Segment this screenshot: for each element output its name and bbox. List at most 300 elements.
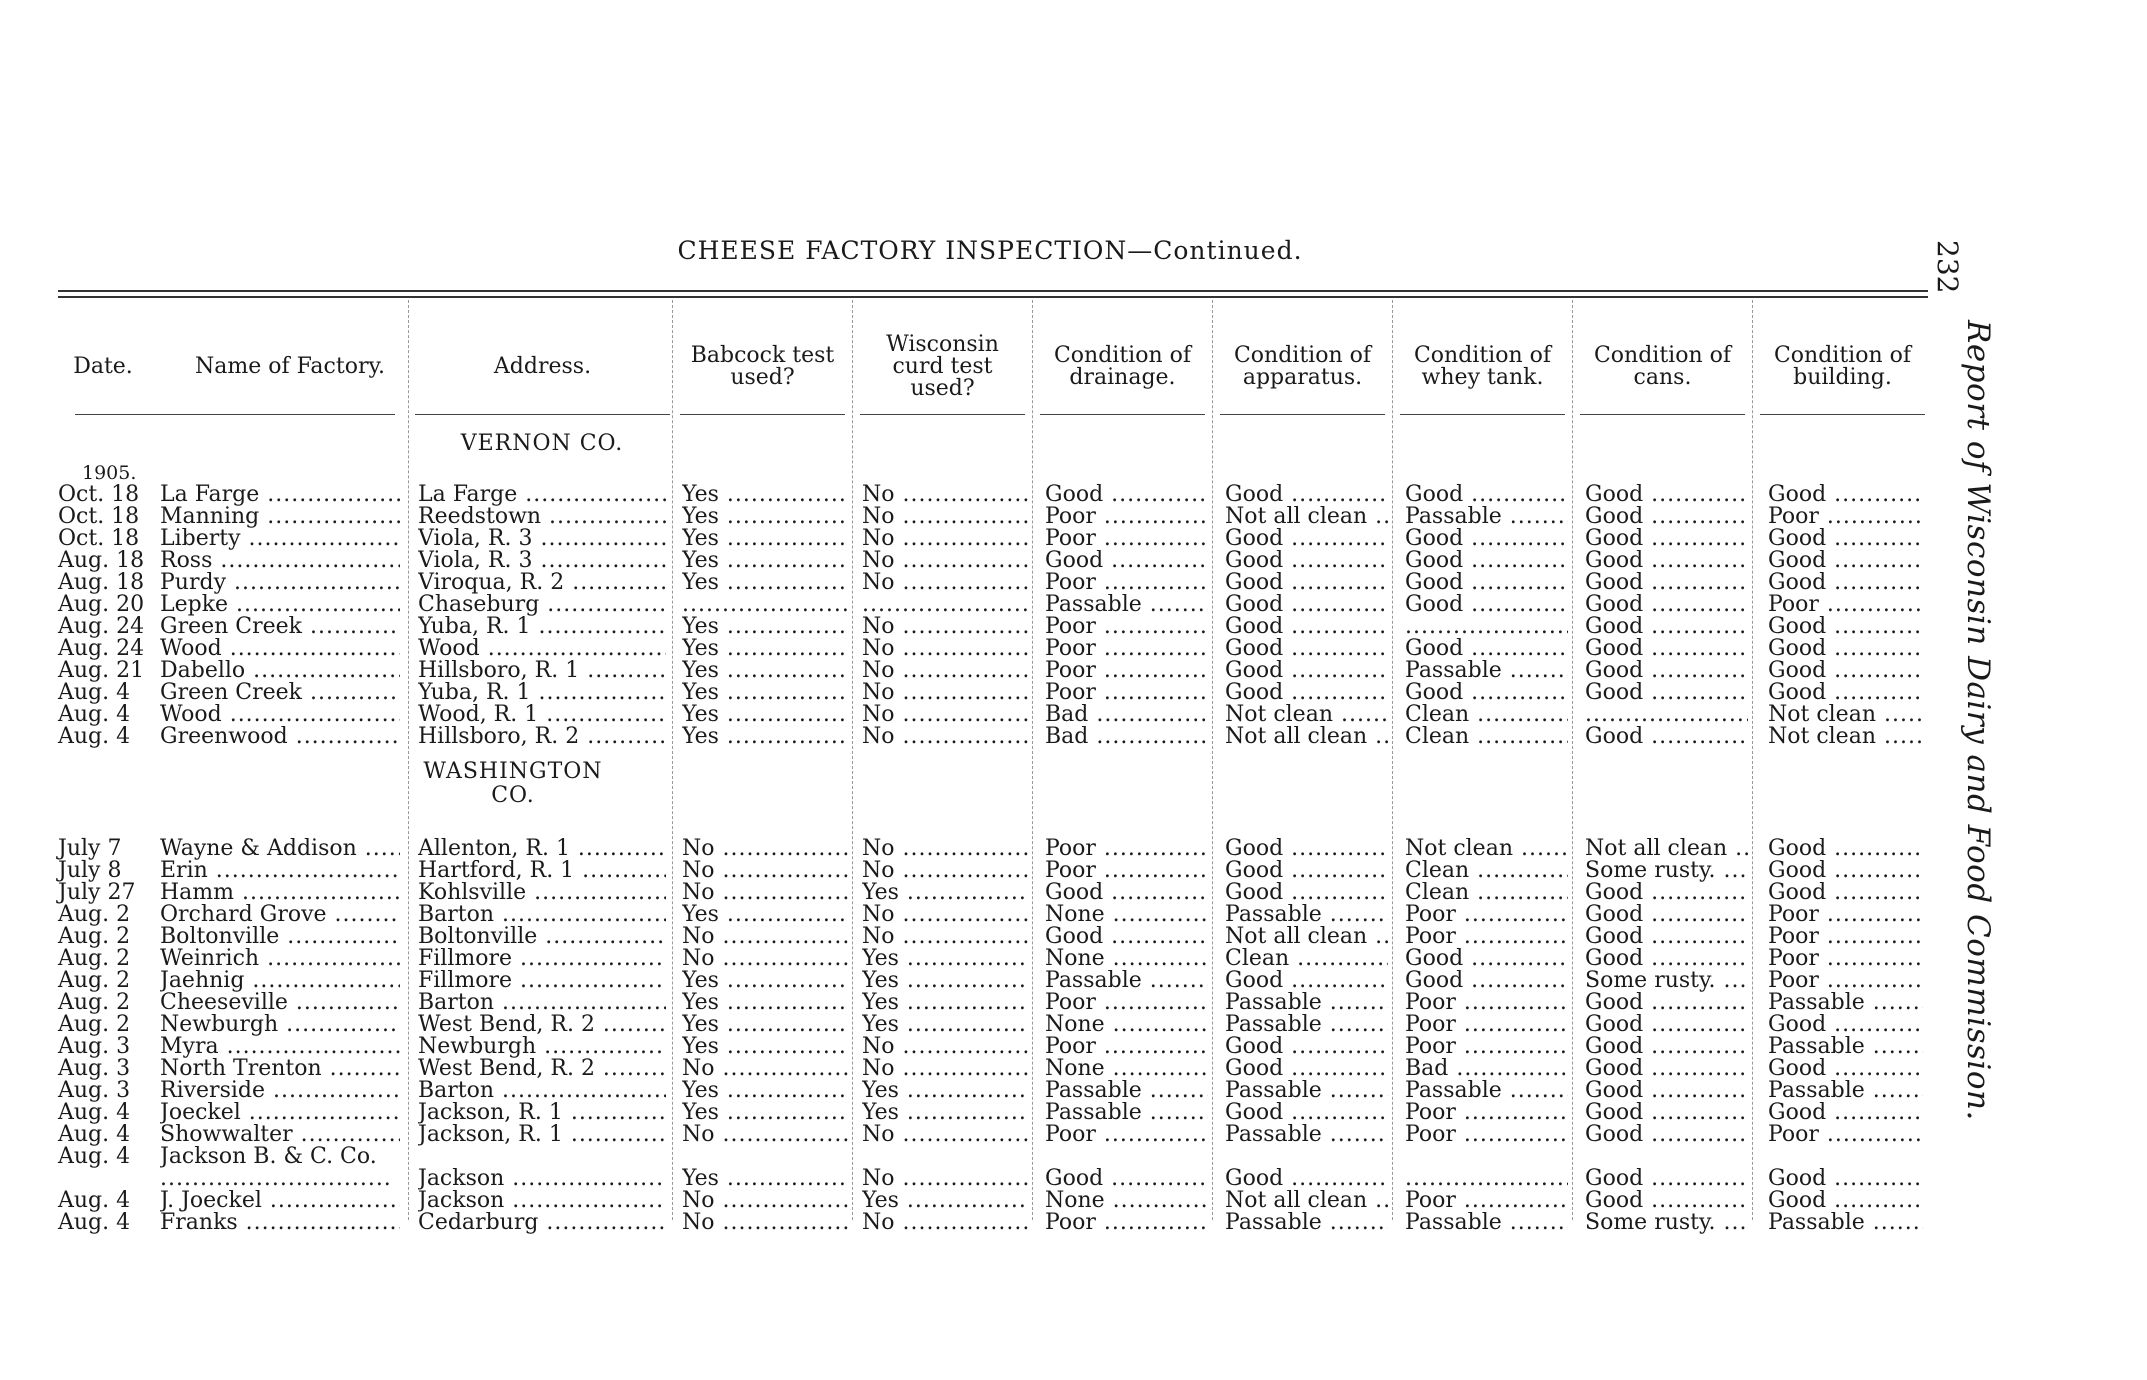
cans-cell: Good ..... [1585, 926, 1748, 948]
address-cell: West Bend, R. 2 ..... [418, 1058, 666, 1080]
whey-cell: Good ..... [1405, 528, 1568, 550]
apparatus-cell: Passable ..... [1225, 1212, 1388, 1234]
whey-cell: Good ..... [1405, 594, 1568, 616]
cans-cell: Good ..... [1585, 616, 1748, 638]
building-cell: Poor ..... [1768, 1124, 1923, 1146]
building-cell: Poor ..... [1768, 970, 1923, 992]
wisconsin-cell: No ..... [862, 860, 1028, 882]
babcock-cell: Yes ..... [682, 616, 848, 638]
babcock-cell: Yes ..... [682, 992, 848, 1014]
factory-name-cell: La Farge ..... [160, 484, 400, 506]
address-cell: Kohlsville ..... [418, 882, 666, 904]
building-cell: Good ..... [1768, 528, 1923, 550]
whey-cell: Good ..... [1405, 550, 1568, 572]
whey-cell: Good ..... [1405, 682, 1568, 704]
col-header-name: Name of Factory. [195, 354, 385, 379]
cans-cell: Good ..... [1585, 1102, 1748, 1124]
address-cell: Boltonville ..... [418, 926, 666, 948]
drainage-cell: Poor ..... [1045, 1124, 1208, 1146]
date-cell: Aug. 4 [58, 1100, 131, 1125]
building-cell: Good ..... [1768, 882, 1923, 904]
cans-cell: Some rusty. ..... [1585, 860, 1748, 882]
factory-name-cell: Dabello ..... [160, 660, 400, 682]
address-cell: Jackson ..... [418, 1168, 666, 1190]
factory-name-cell: Cheeseville ..... [160, 992, 400, 1014]
babcock-cell: Yes ..... [682, 970, 848, 992]
cans-cell: Good ..... [1585, 726, 1748, 748]
address-cell: Chaseburg ..... [418, 594, 666, 616]
whey-cell: Good ..... [1405, 638, 1568, 660]
column-divider [1392, 300, 1393, 1220]
date-cell: Aug. 4 [58, 702, 131, 727]
drainage-cell: None ..... [1045, 1190, 1208, 1212]
cans-cell: Good ..... [1585, 594, 1748, 616]
cans-cell: Good ..... [1585, 1168, 1748, 1190]
apparatus-cell: Good ..... [1225, 882, 1388, 904]
header-underline [1040, 414, 1205, 415]
wisconsin-cell: No ..... [862, 726, 1028, 748]
factory-name-cell: Joeckel ..... [160, 1102, 400, 1124]
date-cell: Aug. 24 [58, 614, 145, 639]
wisconsin-cell: No ..... [862, 638, 1028, 660]
building-cell: Good ..... [1768, 1190, 1923, 1212]
whey-cell: Clean ..... [1405, 704, 1568, 726]
whey-cell: Poor ..... [1405, 1036, 1568, 1058]
header-underline [75, 414, 395, 415]
factory-name-cell: Weinrich ..... [160, 948, 400, 970]
whey-cell [1405, 616, 1568, 638]
apparatus-cell: Good ..... [1225, 1058, 1388, 1080]
address-cell: Jackson, R. 1 ..... [418, 1102, 666, 1124]
cans-cell: Good ..... [1585, 992, 1748, 1014]
county-heading: VERNON CO. [460, 431, 624, 456]
drainage-cell: Good ..... [1045, 484, 1208, 506]
wisconsin-cell: No ..... [862, 704, 1028, 726]
drainage-cell: Poor ..... [1045, 660, 1208, 682]
building-cell: Poor ..... [1768, 904, 1923, 926]
cans-cell: Good ..... [1585, 682, 1748, 704]
factory-name-cell: Lepke ..... [160, 594, 400, 616]
factory-name-cell: Jaehnig ..... [160, 970, 400, 992]
address-cell: Fillmore ..... [418, 970, 666, 992]
drainage-cell: None ..... [1045, 1014, 1208, 1036]
wisconsin-cell: No ..... [862, 572, 1028, 594]
col-header-whey: Condition of whey tank. [1413, 343, 1552, 390]
building-cell: Good ..... [1768, 638, 1923, 660]
drainage-cell: Good ..... [1045, 550, 1208, 572]
whey-cell: Not clean ..... [1405, 838, 1568, 860]
apparatus-cell: Good ..... [1225, 1102, 1388, 1124]
building-cell: Poor ..... [1768, 594, 1923, 616]
factory-name-cell: Jackson B. & C. Co. ..... [160, 1146, 390, 1190]
page-number: 232 [1931, 240, 1964, 294]
address-cell: Jackson ..... [418, 1190, 666, 1212]
wisconsin-cell [862, 594, 1028, 616]
apparatus-cell: Good ..... [1225, 572, 1388, 594]
wisconsin-cell: No ..... [862, 660, 1028, 682]
date-cell: Aug. 18 [58, 570, 145, 595]
factory-name-cell: Liberty ..... [160, 528, 400, 550]
babcock-cell: No ..... [682, 860, 848, 882]
address-cell: La Farge ..... [418, 484, 666, 506]
factory-name-cell: Erin ..... [160, 860, 400, 882]
wisconsin-cell: No ..... [862, 616, 1028, 638]
wisconsin-cell: No ..... [862, 506, 1028, 528]
column-divider [1032, 300, 1033, 1220]
whey-cell: Good ..... [1405, 572, 1568, 594]
apparatus-cell: Good ..... [1225, 1036, 1388, 1058]
building-cell: Good ..... [1768, 660, 1923, 682]
column-divider [852, 300, 853, 1220]
factory-name-cell: Greenwood ..... [160, 726, 400, 748]
babcock-cell: No ..... [682, 1058, 848, 1080]
date-cell: Aug. 3 [58, 1078, 131, 1103]
drainage-cell: Poor ..... [1045, 506, 1208, 528]
whey-cell: Poor ..... [1405, 904, 1568, 926]
page-title: CHEESE FACTORY INSPECTION—Continued. [677, 236, 1303, 265]
cans-cell: Some rusty. ..... [1585, 970, 1748, 992]
apparatus-cell: Not all clean ..... [1225, 726, 1388, 748]
building-cell: Good ..... [1768, 682, 1923, 704]
drainage-cell: Poor ..... [1045, 638, 1208, 660]
babcock-cell: Yes ..... [682, 506, 848, 528]
cans-cell: Some rusty. ..... [1585, 1212, 1748, 1234]
address-cell: Yuba, R. 1 ..... [418, 682, 666, 704]
date-cell: Aug. 2 [58, 968, 131, 993]
babcock-cell: Yes ..... [682, 660, 848, 682]
babcock-cell: No ..... [682, 1212, 848, 1234]
drainage-cell: Poor ..... [1045, 682, 1208, 704]
building-cell: Poor ..... [1768, 948, 1923, 970]
apparatus-cell: Good ..... [1225, 550, 1388, 572]
factory-name-cell: Wayne & Addison ..... [160, 838, 400, 860]
address-cell: Barton ..... [418, 992, 666, 1014]
header-underline [1580, 414, 1745, 415]
cans-cell: Good ..... [1585, 1036, 1748, 1058]
drainage-cell: Good ..... [1045, 1168, 1208, 1190]
wisconsin-cell: No ..... [862, 1058, 1028, 1080]
whey-cell [1405, 1168, 1568, 1190]
address-cell: Wood ..... [418, 638, 666, 660]
wisconsin-cell: No ..... [862, 904, 1028, 926]
wisconsin-cell: No ..... [862, 550, 1028, 572]
building-cell: Poor ..... [1768, 926, 1923, 948]
babcock-cell: No ..... [682, 926, 848, 948]
whey-cell: Clean ..... [1405, 860, 1568, 882]
col-header-building: Condition of building. [1773, 343, 1912, 390]
babcock-cell [682, 594, 848, 616]
address-cell: Cedarburg ..... [418, 1212, 666, 1234]
apparatus-cell: Good ..... [1225, 860, 1388, 882]
date-cell: Aug. 18 [58, 548, 145, 573]
date-cell: Aug. 21 [58, 658, 145, 683]
babcock-cell: Yes ..... [682, 1036, 848, 1058]
date-cell: Oct. 18 [58, 504, 140, 529]
header-underline [1760, 414, 1925, 415]
date-cell: Aug. 3 [58, 1034, 131, 1059]
wisconsin-cell: No ..... [862, 484, 1028, 506]
factory-name-cell: Ross ..... [160, 550, 400, 572]
drainage-cell: Poor ..... [1045, 860, 1208, 882]
building-cell: Good ..... [1768, 572, 1923, 594]
apparatus-cell: Passable ..... [1225, 1124, 1388, 1146]
header-underline [1220, 414, 1385, 415]
address-cell: Hillsboro, R. 1 ..... [418, 660, 666, 682]
date-cell: Aug. 2 [58, 1012, 131, 1037]
date-cell: Aug. 4 [58, 724, 131, 749]
apparatus-cell: Good ..... [1225, 970, 1388, 992]
drainage-cell: Passable ..... [1045, 1080, 1208, 1102]
col-header-babcock: Babcock test used? [690, 343, 835, 390]
drainage-cell: Poor ..... [1045, 1036, 1208, 1058]
cans-cell: Good ..... [1585, 550, 1748, 572]
babcock-cell: Yes ..... [682, 528, 848, 550]
factory-name-cell: Riverside ..... [160, 1080, 400, 1102]
babcock-cell: Yes ..... [682, 1168, 848, 1190]
address-cell: Allenton, R. 1 ..... [418, 838, 666, 860]
babcock-cell: No ..... [682, 838, 848, 860]
whey-cell: Poor ..... [1405, 1190, 1568, 1212]
wisconsin-cell: No ..... [862, 926, 1028, 948]
address-cell: Viola, R. 3 ..... [418, 528, 666, 550]
whey-cell: Good ..... [1405, 970, 1568, 992]
whey-cell: Poor ..... [1405, 1102, 1568, 1124]
factory-name-cell: Showwalter ..... [160, 1124, 400, 1146]
col-header-date: Date. [73, 354, 133, 379]
babcock-cell: No ..... [682, 882, 848, 904]
apparatus-cell: Clean ..... [1225, 948, 1388, 970]
building-cell: Not clean ..... [1768, 726, 1923, 748]
factory-name-cell: Green Creek ..... [160, 682, 400, 704]
cans-cell: Not all clean ..... [1585, 838, 1748, 860]
apparatus-cell: Not clean ..... [1225, 704, 1388, 726]
whey-cell: Bad ..... [1405, 1058, 1568, 1080]
apparatus-cell: Good ..... [1225, 638, 1388, 660]
drainage-cell: Good ..... [1045, 882, 1208, 904]
apparatus-cell: Good ..... [1225, 616, 1388, 638]
apparatus-cell: Passable ..... [1225, 1014, 1388, 1036]
drainage-cell: Passable ..... [1045, 594, 1208, 616]
year-label: 1905. [82, 462, 137, 484]
cans-cell: Good ..... [1585, 948, 1748, 970]
cans-cell: Good ..... [1585, 484, 1748, 506]
babcock-cell: No ..... [682, 1190, 848, 1212]
whey-cell: Clean ..... [1405, 726, 1568, 748]
building-cell: Passable ..... [1768, 992, 1923, 1014]
wisconsin-cell: No ..... [862, 682, 1028, 704]
building-cell: Good ..... [1768, 1014, 1923, 1036]
column-divider [1212, 300, 1213, 1220]
factory-name-cell: J. Joeckel ..... [160, 1190, 400, 1212]
building-cell: Not clean ..... [1768, 704, 1923, 726]
babcock-cell: Yes ..... [682, 1102, 848, 1124]
header-underline [1400, 414, 1565, 415]
apparatus-cell: Good ..... [1225, 528, 1388, 550]
header-rule [58, 290, 1928, 292]
cans-cell: Good ..... [1585, 1058, 1748, 1080]
whey-cell: Poor ..... [1405, 992, 1568, 1014]
building-cell: Passable ..... [1768, 1036, 1923, 1058]
address-cell: Viola, R. 3 ..... [418, 550, 666, 572]
babcock-cell: Yes ..... [682, 1014, 848, 1036]
column-divider [1752, 300, 1753, 1220]
address-cell: Hillsboro, R. 2 ..... [418, 726, 666, 748]
factory-name-cell: Myra ..... [160, 1036, 400, 1058]
date-cell: Aug. 2 [58, 990, 131, 1015]
header-rule [58, 296, 1928, 298]
babcock-cell: Yes ..... [682, 904, 848, 926]
col-header-drainage: Condition of drainage. [1053, 343, 1192, 390]
whey-cell: Passable ..... [1405, 506, 1568, 528]
county-heading: WASHINGTON CO. [423, 759, 603, 808]
whey-cell: Good ..... [1405, 948, 1568, 970]
factory-name-cell: Boltonville ..... [160, 926, 400, 948]
date-cell: Oct. 18 [58, 526, 140, 551]
apparatus-cell: Passable ..... [1225, 1080, 1388, 1102]
wisconsin-cell: Yes ..... [862, 970, 1028, 992]
apparatus-cell: Good ..... [1225, 1168, 1388, 1190]
babcock-cell: Yes ..... [682, 572, 848, 594]
wisconsin-cell: No ..... [862, 1124, 1028, 1146]
babcock-cell: Yes ..... [682, 726, 848, 748]
building-cell: Good ..... [1768, 484, 1923, 506]
date-cell: Aug. 4 [58, 1122, 131, 1147]
drainage-cell: Poor ..... [1045, 838, 1208, 860]
header-underline [860, 414, 1025, 415]
wisconsin-cell: Yes ..... [862, 1080, 1028, 1102]
date-cell: July 8 [58, 858, 122, 883]
date-cell: Aug. 2 [58, 924, 131, 949]
date-cell: Aug. 4 [58, 1210, 131, 1235]
cans-cell: Good ..... [1585, 904, 1748, 926]
cans-cell: Good ..... [1585, 1190, 1748, 1212]
babcock-cell: Yes ..... [682, 704, 848, 726]
date-cell: Aug. 24 [58, 636, 145, 661]
building-cell: Good ..... [1768, 1168, 1923, 1190]
address-cell: Fillmore ..... [418, 948, 666, 970]
address-cell: Wood, R. 1 ..... [418, 704, 666, 726]
drainage-cell: Bad ..... [1045, 726, 1208, 748]
building-cell: Good ..... [1768, 860, 1923, 882]
apparatus-cell: Not all clean ..... [1225, 926, 1388, 948]
wisconsin-cell: Yes ..... [862, 948, 1028, 970]
col-header-wisconsin: Wisconsin curd test used? [886, 332, 999, 401]
wisconsin-cell: No ..... [862, 528, 1028, 550]
date-cell: Aug. 4 [58, 1144, 131, 1169]
date-cell: Aug. 4 [58, 680, 131, 705]
date-cell: Aug. 3 [58, 1056, 131, 1081]
apparatus-cell: Not all clean ..... [1225, 1190, 1388, 1212]
babcock-cell: No ..... [682, 948, 848, 970]
factory-name-cell: Green Creek ..... [160, 616, 400, 638]
wisconsin-cell: No ..... [862, 1036, 1028, 1058]
building-cell: Passable ..... [1768, 1080, 1923, 1102]
column-divider [672, 300, 673, 1220]
address-cell: Newburgh ..... [418, 1036, 666, 1058]
factory-name-cell: Purdy ..... [160, 572, 400, 594]
whey-cell: Poor ..... [1405, 926, 1568, 948]
building-cell: Good ..... [1768, 1102, 1923, 1124]
address-cell: Barton ..... [418, 904, 666, 926]
cans-cell: Good ..... [1585, 882, 1748, 904]
cans-cell: Good ..... [1585, 1014, 1748, 1036]
factory-name-cell: Wood ..... [160, 638, 400, 660]
address-cell: Barton ..... [418, 1080, 666, 1102]
cans-cell: Good ..... [1585, 1124, 1748, 1146]
babcock-cell: Yes ..... [682, 1080, 848, 1102]
address-cell: Reedstown ..... [418, 506, 666, 528]
wisconsin-cell: Yes ..... [862, 882, 1028, 904]
babcock-cell: Yes ..... [682, 638, 848, 660]
factory-name-cell: Orchard Grove ..... [160, 904, 400, 926]
cans-cell: Good ..... [1585, 638, 1748, 660]
building-cell: Poor ..... [1768, 506, 1923, 528]
header-underline [415, 414, 670, 415]
factory-name-cell: Wood ..... [160, 704, 400, 726]
date-cell: Oct. 18 [58, 482, 140, 507]
drainage-cell: Good ..... [1045, 926, 1208, 948]
drainage-cell: Poor ..... [1045, 572, 1208, 594]
factory-name-cell: Hamm ..... [160, 882, 400, 904]
apparatus-cell: Passable ..... [1225, 992, 1388, 1014]
building-cell: Good ..... [1768, 1058, 1923, 1080]
column-divider [408, 300, 409, 1220]
wisconsin-cell: Yes ..... [862, 1014, 1028, 1036]
date-cell: Aug. 2 [58, 902, 131, 927]
whey-cell: Clean ..... [1405, 882, 1568, 904]
col-header-cans: Condition of cans. [1593, 343, 1732, 390]
whey-cell: Passable ..... [1405, 1080, 1568, 1102]
col-header-apparatus: Condition of apparatus. [1233, 343, 1372, 390]
drainage-cell: Poor ..... [1045, 1212, 1208, 1234]
apparatus-cell: Good ..... [1225, 660, 1388, 682]
whey-cell: Passable ..... [1405, 660, 1568, 682]
address-cell: Viroqua, R. 2 ..... [418, 572, 666, 594]
drainage-cell: None ..... [1045, 1058, 1208, 1080]
building-cell: Good ..... [1768, 550, 1923, 572]
building-cell: Good ..... [1768, 616, 1923, 638]
drainage-cell: Poor ..... [1045, 992, 1208, 1014]
date-cell: Aug. 20 [58, 592, 145, 617]
whey-cell: Passable ..... [1405, 1212, 1568, 1234]
address-cell: West Bend, R. 2 ..... [418, 1014, 666, 1036]
apparatus-cell: Passable ..... [1225, 904, 1388, 926]
header-underline [680, 414, 845, 415]
babcock-cell: Yes ..... [682, 484, 848, 506]
wisconsin-cell: Yes ..... [862, 1190, 1028, 1212]
drainage-cell: Poor ..... [1045, 616, 1208, 638]
factory-name-cell: Franks ..... [160, 1212, 400, 1234]
whey-cell: Poor ..... [1405, 1124, 1568, 1146]
drainage-cell: Passable ..... [1045, 970, 1208, 992]
date-cell: Aug. 4 [58, 1188, 131, 1213]
running-title: Report of Wisconsin Dairy and Food Commission. [1960, 320, 1996, 1121]
whey-cell: Good ..... [1405, 484, 1568, 506]
col-header-address: Address. [493, 354, 592, 379]
address-cell: Yuba, R. 1 ..... [418, 616, 666, 638]
wisconsin-cell: No ..... [862, 1212, 1028, 1234]
building-cell: Good ..... [1768, 838, 1923, 860]
cans-cell: Good ..... [1585, 1080, 1748, 1102]
wisconsin-cell: No ..... [862, 1168, 1028, 1190]
factory-name-cell: North Trenton ..... [160, 1058, 400, 1080]
babcock-cell: No ..... [682, 1124, 848, 1146]
apparatus-cell: Good ..... [1225, 682, 1388, 704]
apparatus-cell: Not all clean ..... [1225, 506, 1388, 528]
apparatus-cell: Good ..... [1225, 594, 1388, 616]
wisconsin-cell: Yes ..... [862, 992, 1028, 1014]
cans-cell: Good ..... [1585, 528, 1748, 550]
